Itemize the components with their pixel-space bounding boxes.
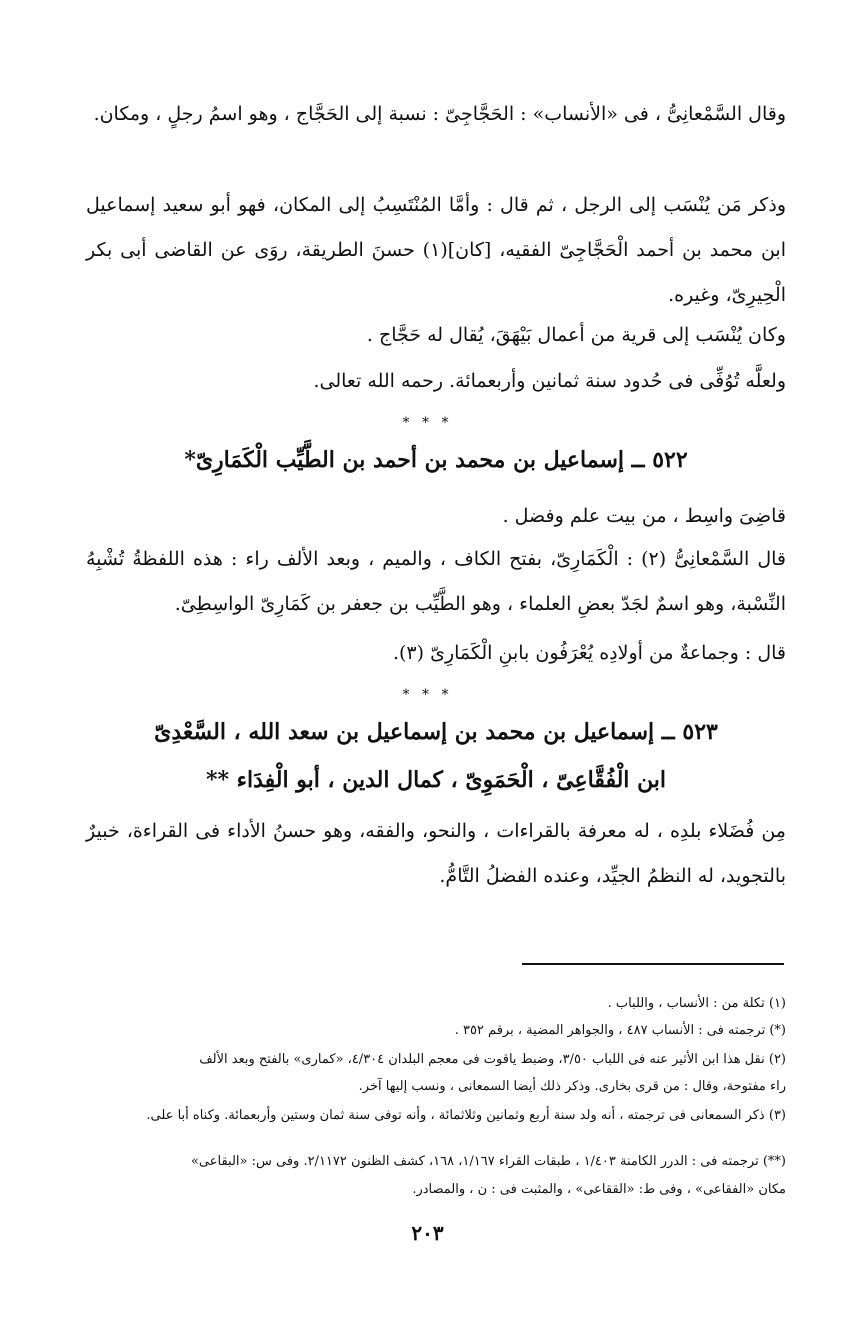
paragraph-death-date: ولعلَّه تُوُفِّى فى حُدود سنة ثمانين وأربعمائة. رحمه الله تعالى. <box>313 370 786 392</box>
section-separator: * * * <box>402 687 453 703</box>
page-number: ٢٠٣ <box>411 1221 444 1245</box>
entry-heading-522: ٥٢٢ ــ إسماعيل بن محمد بن أحمد بن الطَّيِّب الْكَمَارِىّ* <box>184 447 688 473</box>
paragraph-village-hajjaj: وكان يُنْسَب إلى قرية من أعمال بَيْهَقَ، يُقال له حَجَّاج . <box>366 324 786 346</box>
paragraph-fuqqai-biography: مِن فُضَلاء بلدِه ، له معرفة بالقراءات ، والنحو، والفقه، وهو حسنُ الأداء فى القراءة، خبيرٌ بالتجويد، له النظمُ الجيِّد، وعنده الفضلُ التَّامُّ. <box>86 820 786 887</box>
entry-heading-523-line1: ٥٢٣ ــ إسماعيل بن محمد بن إسماعيل بن سعد الله ، السَّعْدِىّ <box>154 719 718 745</box>
paragraph-kamari-nisba: قال السَّمْعانِىُّ (٢) : الْكَمَارِىّ، بفتح الكاف ، والميم ، وبعد الألف راء : هذه اللفظةُ تُشْبِهُ النِّسْبة، وهو اسمٌ لجَدّ بعضِ العلماء ، وهو الطَّيِّب بن جعفر بن كَمَارِىّ الواسِطِىّ. <box>86 548 787 615</box>
paragraph-abu-said-ismail: وذكر مَن يُنْسَب إلى الرجل ، ثم قال : وأمَّا المُنْتَسِبُ إلى المكان، فهو أبو سعيد إسماعيل ابن محمد بن أحمد الْحَجَّاجِىّ الفقيه، [كان](١) حسنَ الطريقة، روَى عن القاضى أبى بكر الْحِيرِىّ، وغيره. <box>86 194 786 306</box>
paragraph-samani-hajjaji: وقال السَّمْعانِىُّ ، فى «الأنساب» : الحَجَّاجِىّ : نسبة إلى الحَجَّاج ، وهو اسمُ رجلٍ ، ومكان. <box>93 103 786 125</box>
footnote-2-line1: (٢) نقل هذا ابن الأثير عنه فى اللباب ٣/٥٠، وضبط ياقوت فى معجم البلدان ٤/٣٠٤، «كمارى» بالفتح وبعد الألف <box>199 1052 786 1067</box>
paragraph-judge-wasit: قاضِىَ واسِط ، من بيت علم وفضل . <box>502 505 786 527</box>
footnote-star: (*) ترجمته فى : الأنساب ٤٨٧ ، والجواهر المضية ، برقم ٣٥٢ . <box>454 1023 786 1038</box>
footnote-divider <box>522 963 784 965</box>
footnote-double-star-line1: (**) ترجمته فى : الدرر الكامنة ١/٤٠٣ ، طبقات القراء ١/١٦٧، ١٦٨، كشف الظنون ٢/١١٧٢. وفى س: «البقاعى» <box>190 1154 786 1169</box>
section-separator: * * * <box>402 415 453 431</box>
paragraph-ibn-kamari: قال : وجماعةٌ من أولادِه يُعْرَفُون بابنِ الْكَمَارِىّ (٣). <box>392 642 786 664</box>
footnote-2-line2: راء مفتوحة، وقال : من قرى بخارى. وذكر ذلك أيضا السمعانى ، ونسب إليها آخر. <box>358 1079 786 1094</box>
footnote-1: (١) تكلة من : الأنساب ، واللباب . <box>607 996 786 1011</box>
footnote-double-star-line2: مكان «الفقاعى» ، وفى ط: «الققاعى» ، والمثبت فى : ن ، والمصادر. <box>412 1182 786 1197</box>
entry-heading-523-line2: ابن الْفُقَّاعِىّ ، الْحَمَوِىّ ، كمال الدين ، أبو الْفِدَاء ** <box>205 767 667 793</box>
footnote-3: (٣) ذكر السمعانى فى ترجمته ، أنه ولد سنة أربع وثمانين وثلاثمائة ، وأنه توفى سنة ثمان وستين وأربعمائة. وكناه أبا على. <box>146 1108 786 1123</box>
